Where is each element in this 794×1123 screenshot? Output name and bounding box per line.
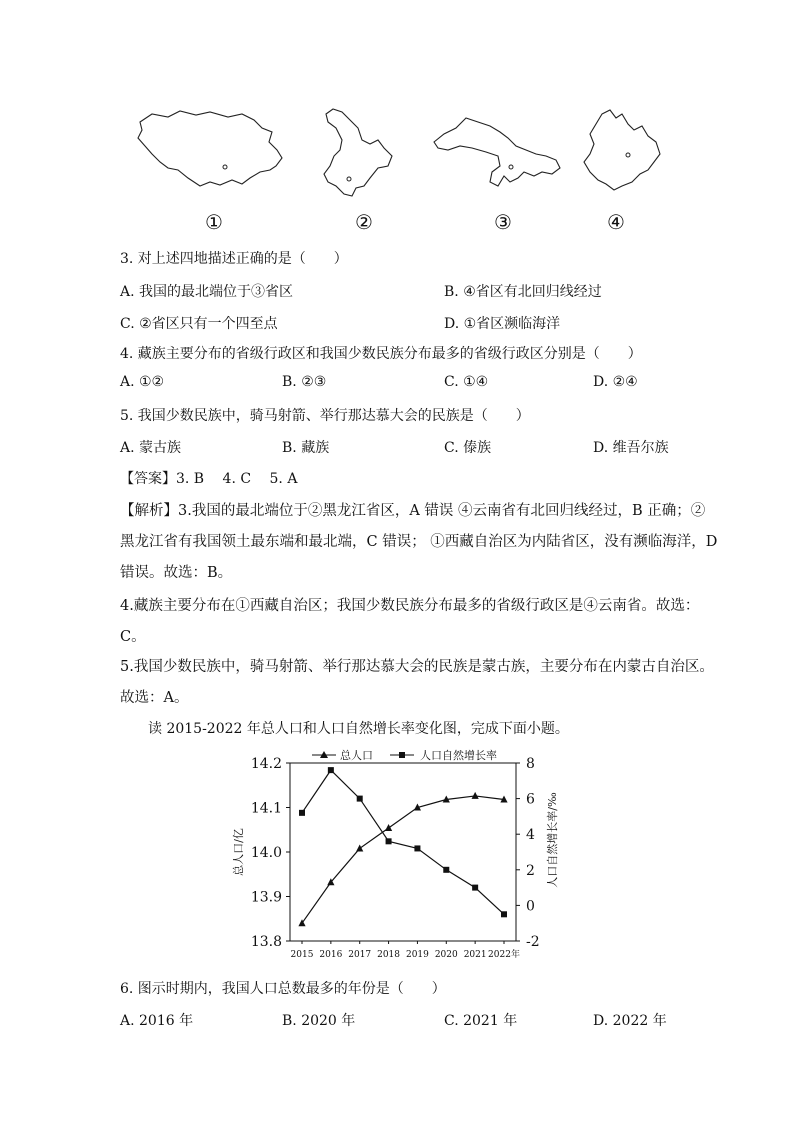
y-tick-label: 14.1 xyxy=(250,800,282,817)
question-4-option-b[interactable]: B. ②③ xyxy=(282,374,327,390)
y2-axis-label: 人口自然增长率/‰ xyxy=(546,792,559,888)
question-6-option-a[interactable]: A. 2016 年 xyxy=(120,1013,194,1029)
question-3-option-c[interactable]: C. ②省区只有一个四至点 xyxy=(120,316,278,332)
analysis-line-4: 4.藏族主要分布在①西藏自治区；我国少数民族分布最多的省级行政区是④云南省。故选： xyxy=(120,598,700,614)
legend-rate-label: 人口自然增长率 xyxy=(420,749,497,762)
rate-point xyxy=(414,845,420,851)
question-3-option-b[interactable]: B. ④省区有北回归线经过 xyxy=(444,284,602,300)
rate-point xyxy=(299,810,305,816)
rate-point xyxy=(357,796,363,802)
y-tick-label: 13.9 xyxy=(250,889,282,906)
question-4-option-c[interactable]: C. ①④ xyxy=(444,374,489,390)
x-tick-label: 2018 xyxy=(377,950,401,960)
question-6-option-c[interactable]: C. 2021 年 xyxy=(444,1013,518,1029)
analysis-line-7: 故选：A。 xyxy=(120,690,189,706)
x-tick-label: 2016 xyxy=(319,950,343,960)
y-tick-label: 13.8 xyxy=(250,934,282,950)
rate-point xyxy=(386,838,392,844)
y2-tick-label: 0 xyxy=(526,898,535,915)
population-point xyxy=(385,824,392,831)
question-5-option-d[interactable]: D. 维吾尔族 xyxy=(593,440,669,456)
question-6-option-b[interactable]: B. 2020 年 xyxy=(282,1013,356,1029)
question-5-option-b[interactable]: B. 藏族 xyxy=(282,440,330,456)
y-tick-label: 14.0 xyxy=(250,845,282,861)
answer-line: 【答案】3. B 4. C 5. A xyxy=(120,471,298,487)
x-tick-label: 2022年 xyxy=(488,950,520,960)
population-point xyxy=(472,792,479,799)
question-4-stem: 4. 藏族主要分布的省级行政区和我国少数民族分布最多的省级行政区分别是（ ） xyxy=(120,346,642,362)
map-label-3: ③ xyxy=(494,210,512,234)
y2-tick-label: 6 xyxy=(526,791,535,808)
analysis-line-6: 5.我国少数民族中，骑马射箭、举行那达慕大会的民族是蒙古族，主要分布在内蒙古自治区。 xyxy=(120,659,714,675)
rate-point xyxy=(443,867,449,873)
question-6-option-d[interactable]: D. 2022 年 xyxy=(593,1013,667,1029)
y2-tick-label: 2 xyxy=(526,862,535,879)
question-4-option-d[interactable]: D. ②④ xyxy=(593,374,638,390)
map-label-2: ② xyxy=(355,210,373,234)
chart-intro: 读 2015-2022 年总人口和人口自然增长率变化图，完成下面小题。 xyxy=(148,721,569,737)
rate-point xyxy=(328,767,334,773)
population-point xyxy=(356,844,363,851)
x-tick-label: 2020 xyxy=(434,950,458,960)
x-tick-label: 2019 xyxy=(405,950,429,960)
analysis-line-3: 错误。故选：B。 xyxy=(120,565,233,581)
rate-point xyxy=(501,911,507,917)
y2-tick-label: -2 xyxy=(526,934,540,950)
question-5-stem: 5. 我国少数民族中，骑马射箭、举行那达慕大会的民族是（ ） xyxy=(120,408,530,424)
question-5-option-c[interactable]: C. 傣族 xyxy=(444,440,492,456)
question-3-option-a[interactable]: A. 我国的最北端位于③省区 xyxy=(120,284,294,300)
series-population-line xyxy=(302,796,504,923)
y2-tick-label: 4 xyxy=(526,827,535,844)
question-6-stem: 6. 图示时期内，我国人口总数最多的年份是（ ） xyxy=(120,981,446,997)
map-label-4: ④ xyxy=(607,210,625,234)
rate-point xyxy=(472,885,478,891)
y-tick-label: 14.2 xyxy=(250,756,282,772)
x-tick-label: 2015 xyxy=(290,950,314,960)
y2-tick-label: 8 xyxy=(526,756,535,772)
analysis-line-5: C。 xyxy=(120,629,146,645)
legend-pop-label: 总人口 xyxy=(340,749,373,762)
series-rate-line xyxy=(302,770,504,914)
question-3-stem: 3. 对上述四地描述正确的是（ ） xyxy=(120,251,348,267)
question-4-option-a[interactable]: A. ①② xyxy=(120,374,165,390)
x-tick-label: 2017 xyxy=(348,950,372,960)
analysis-line-1: 【解析】3.我国的最北端位于②黑龙江省区，A 错误 ④云南省有北回归线经过，B 正确；② xyxy=(120,503,706,519)
map-label-1: ① xyxy=(205,210,223,234)
x-tick-label: 2021 xyxy=(463,950,487,960)
question-3-option-d[interactable]: D. ①省区濒临海洋 xyxy=(444,316,561,332)
y-axis-label: 总人口/亿 xyxy=(232,828,245,876)
legend-rate-marker xyxy=(399,752,405,758)
analysis-line-2: 黑龙江省有我国领土最东端和最北端，C 错误； ①西藏自治区为内陆省区，没有濒临海洋，D xyxy=(120,534,718,550)
question-5-option-a[interactable]: A. 蒙古族 xyxy=(120,440,182,456)
